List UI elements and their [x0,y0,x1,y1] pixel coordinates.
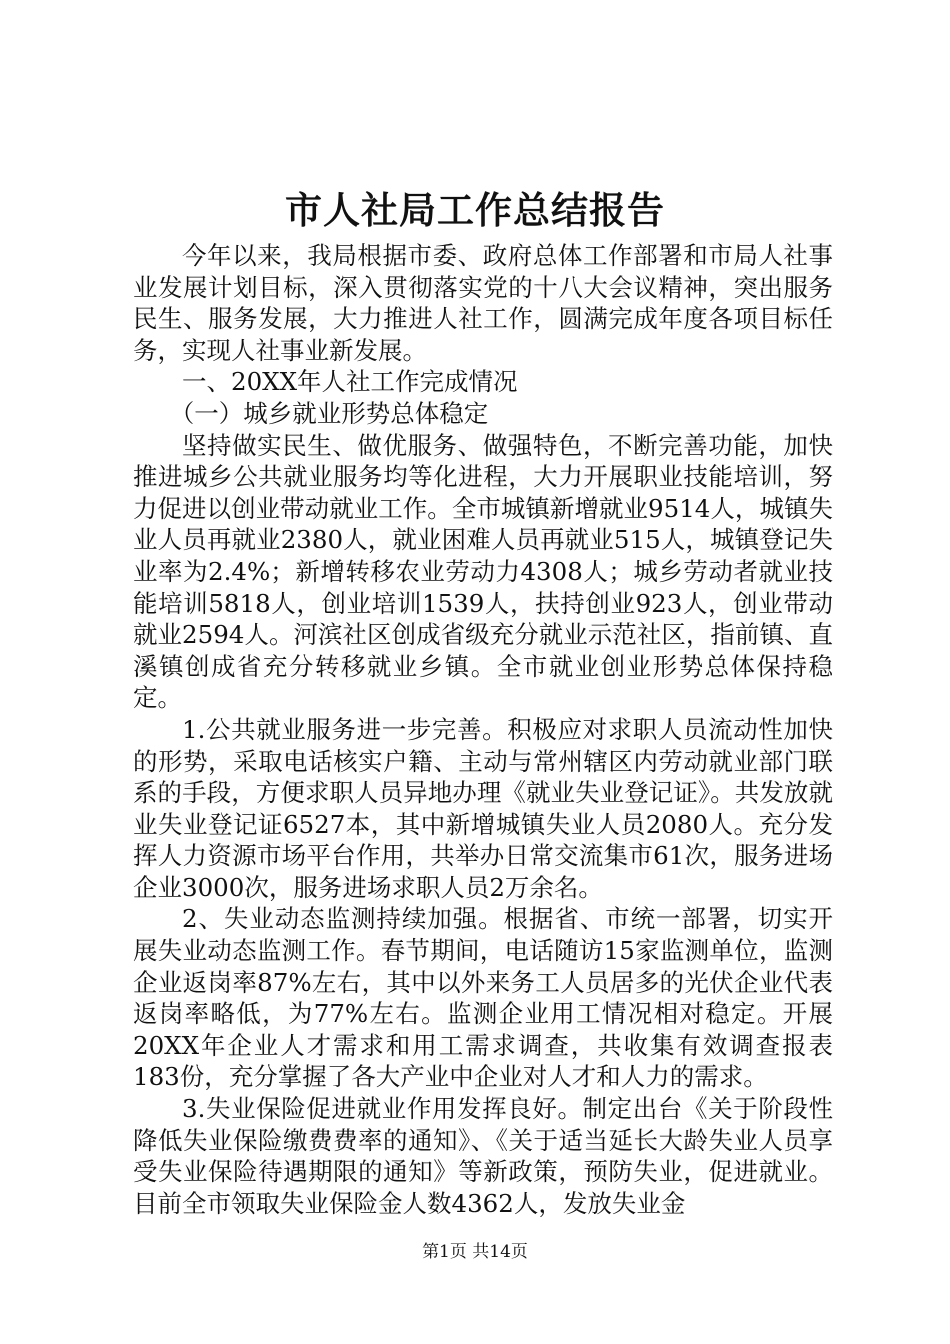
page-footer: 第1页 共14页 [422,1242,528,1262]
intro-paragraph: 今年以来，我局根据市委、政府总体工作部署和市局人社事业发展计划目标，深入贯彻落实党的十八大会议精神，突出服务民生、服务发展，大力推进人社工作，圆满完成年度各项目标任务，实现人社事业新发展。 [133,241,833,365]
document-title: 市人社局工作总结报告 [285,188,665,232]
body-paragraph: 3.失业保险促进就业作用发挥良好。制定出台《关于阶段性降低失业保险缴费费率的通知》、《关于适当延长大龄失业人员享受失业保险待遇期限的通知》等新政策，预防失业，促进就业。目前全市领取失业保险金人数4362人，发放失业金 [133,1094,833,1218]
body-paragraph: 1.公共就业服务进一步完善。积极应对求职人员流动性加快的形势，采取电话核实户籍、主动与常州辖区内劳动就业部门联系的手段，方便求职人员异地办理《就业失业登记证》。共发放就业失业登记证6527本，其中新增城镇失业人员2080人。充分发挥人力资源市场平台作用，共举办日常交流集市61次，服务进场企业3000次，服务进场求职人员2万余名。 [133,714,833,902]
section-heading: 一、20XX年人社工作完成情况 [182,367,518,397]
subsection-heading: （一）城乡就业形势总体稳定 [169,398,489,428]
document-body [133,240,833,1219]
body-paragraph: 2、失业动态监测持续加强。根据省、市统一部署，切实开展失业动态监测工作。春节期间，电话随访15家监测单位，监测企业返岗率87%左右，其中以外来务工人员居多的光伏企业代表返岗率略低，为77%左右。监测企业用工情况相对稳定。开展20XX年企业人才需求和用工需求调查，共收集有效调查报表183份，充分掌握了各大产业中企业对人才和人力的需求。 [133,904,833,1092]
body-paragraph: 坚持做实民生、做优服务、做强特色，不断完善功能，加快推进城乡公共就业服务均等化进程，大力开展职业技能培训，努力促进以创业带动就业工作。全市城镇新增就业9514人，城镇失业人员再就业2380人，就业困难人员再就业515人，城镇登记失业率为2.4%；新增转移农业劳动力4308人；城乡劳动者就业技能培训5818人，创业培训1539人，扶持创业923人，创业带动就业2594人。河滨社区创成省级充分就业示范社区，指前镇、直溪镇创成省充分转移就业乡镇。全市就业创业形势总体保持稳定。 [133,430,833,713]
